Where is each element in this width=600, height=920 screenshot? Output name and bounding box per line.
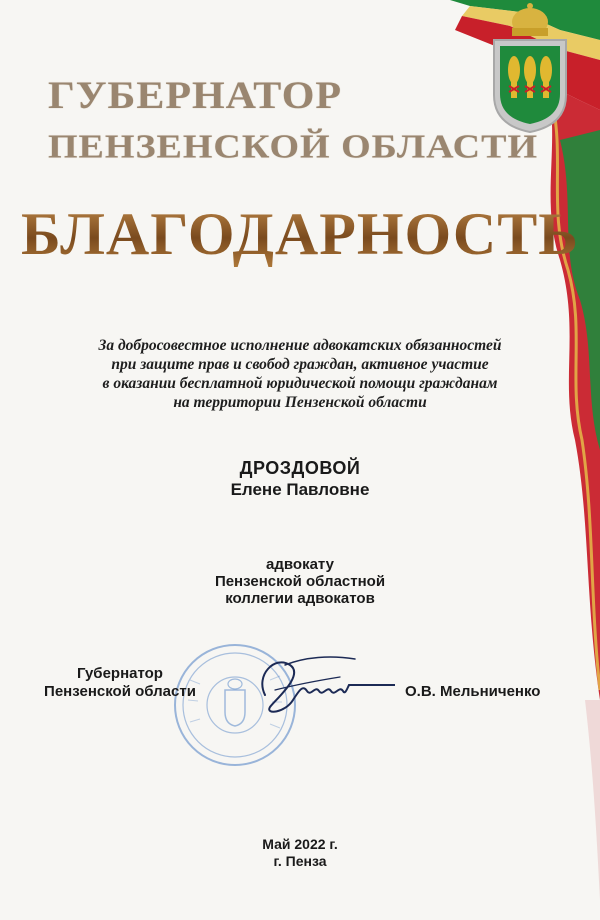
recipient-last-name: ДРОЗДОВОЙ (239, 458, 361, 478)
signatory-title-line-2: Пензенской области (44, 683, 196, 700)
reason-line-4: на территории Пензенской области (173, 394, 427, 411)
issuer-line-1: ГУБЕРНАТОР (48, 74, 343, 118)
document-title: БЛАГОДАРНОСТЬ (0, 200, 600, 269)
issue-footer (0, 836, 600, 870)
signatory-title-line-1: Губернатор (77, 665, 163, 682)
issue-date: Май 2022 г. (262, 836, 338, 852)
coat-of-arms-icon (480, 0, 580, 140)
recipient-position (0, 556, 600, 607)
issue-place: г. Пенза (273, 853, 327, 869)
signatory-title (40, 665, 200, 701)
signatory-name: О.В. Мельниченко (405, 683, 541, 700)
reason-text (30, 336, 570, 412)
position-line-2: Пензенской областной (214, 573, 386, 590)
reason-line-1: За добросовестное исполнение адвокатских обязанностей (98, 337, 502, 354)
reason-line-2: при защите прав и свобод граждан, активное участие (111, 356, 489, 373)
issuer-line-2: ПЕНЗЕНСКОЙ ОБЛАСТИ (48, 127, 539, 166)
signature-icon (245, 645, 395, 720)
reason-line-3: в оказании бесплатной юридической помощи гражданам (102, 375, 498, 392)
position-line-3: коллегии адвокатов (225, 590, 375, 607)
recipient-first-name: Елене Павловне (230, 480, 370, 499)
position-line-1: адвокату (266, 556, 334, 573)
